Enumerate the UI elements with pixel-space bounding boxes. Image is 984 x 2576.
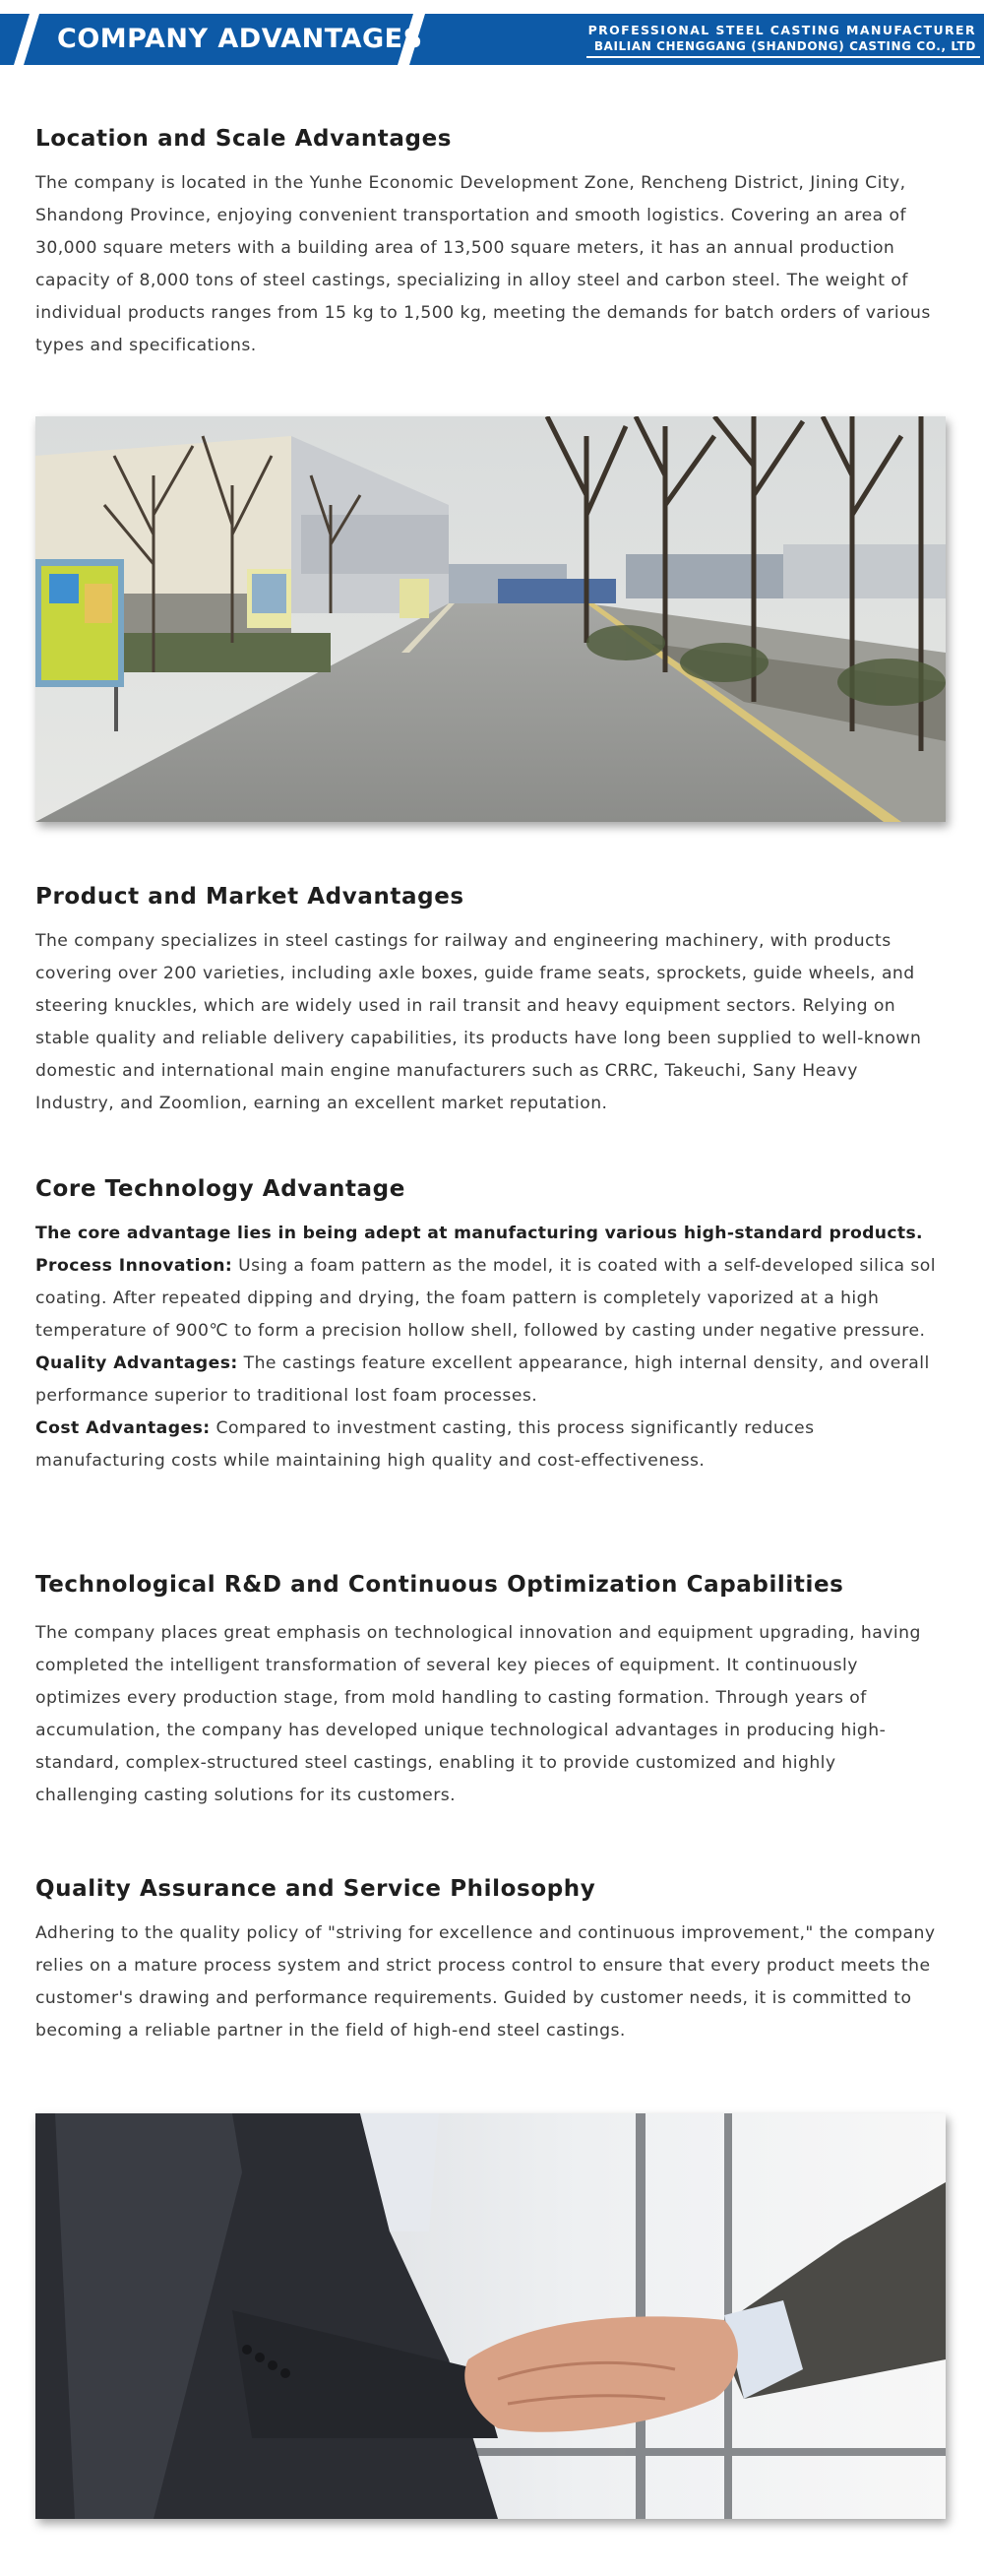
section-product xyxy=(35,882,941,1120)
section-title: Technological R&D and Continuous Optimization Capabilities xyxy=(35,1572,844,1598)
section-rnd xyxy=(35,1570,941,1812)
banner-subtitle-line2: BAILIAN CHENGGANG (SHANDONG) CASTING CO., LTD xyxy=(593,39,976,53)
section-title: Product and Market Advantages xyxy=(35,884,464,910)
section-title: Quality Assurance and Service Philosophy xyxy=(35,1876,596,1902)
factory-road-photo xyxy=(35,416,946,822)
banner-subtitle-line1: PROFESSIONAL STEEL CASTING MANUFACTURER xyxy=(587,23,976,37)
core-item-text: The castings feature excellent appearance, high internal density, and overall performance superior to traditional lost foam processes. xyxy=(35,1353,930,1406)
section-core-technology xyxy=(35,1174,941,1477)
section-text: The company places great emphasis on technological innovation and equipment upgrading, having completed the intelligent transformation of several key pieces of equipment. It continuously optimizes every production stage, from mold handling to casting formation. Through years of accumulation, the company has developed unique technological advantages in producing high-standard, complex-structured steel castings, enabling it to provide customized and highly challenging casting solutions for its customers. xyxy=(35,1623,921,1805)
core-item-text: Compared to investment casting, this process significantly reduces manufacturing costs while maintaining high quality and cost-effectiveness. xyxy=(35,1418,815,1471)
core-item-label: Cost Advantages: xyxy=(35,1418,211,1438)
section-title: Location and Scale Advantages xyxy=(35,126,453,152)
core-item-label: Quality Advantages: xyxy=(35,1353,238,1373)
banner-subtitle xyxy=(588,23,976,54)
core-item-process xyxy=(35,1250,941,1348)
section-title: Core Technology Advantage xyxy=(35,1176,405,1202)
section-text: Adhering to the quality policy of "striving for excellence and continuous improvement," the company relies on a mature process system and strict process control to ensure that every product meets the customer's drawing and performance requirements. Guided by customer needs, it is committed to becoming a reliable partner in the field of high-end steel castings. xyxy=(35,1923,936,2041)
core-item-label: Process Innovation: xyxy=(35,1256,233,1276)
section-location xyxy=(35,124,941,362)
section-quality xyxy=(35,1874,941,2047)
handshake-photo xyxy=(35,2113,946,2519)
core-item-text: Using a foam pattern as the model, it is coated with a self-developed silica sol coating. After repeated dipping and drying, the foam pattern is completely vaporized at a high temperature of 900℃ to form a precision hollow shell, followed by casting under negative pressure. xyxy=(35,1256,936,1341)
core-item-quality xyxy=(35,1348,941,1413)
banner-underline xyxy=(586,56,980,58)
section-text: The company is located in the Yunhe Economic Development Zone, Rencheng District, Jining City, Shandong Province, enjoying convenient transportation and smooth logistics. Covering an area of 30,000 square meters with a building area of 13,500 square meters, it has an annual production capacity of 8,000 tons of steel castings, specializing in alloy steel and carbon steel. The weight of individual products ranges from 15 kg to 1,500 kg, meeting the demands for batch orders of various types and specifications. xyxy=(35,173,931,355)
banner-title: COMPANY ADVANTAGES xyxy=(57,24,423,54)
section-text: The company specializes in steel castings for railway and engineering machinery, with products covering over 200 varieties, including axle boxes, guide frame seats, sprockets, guide wheels, and steering knuckles, which are widely used in rail transit and heavy equipment sectors. Relying on stable quality and reliable delivery capabilities, its products have long been supplied to well-known domestic and international main engine manufacturers such as CRRC, Takeuchi, Sany Heavy Industry, and Zoomlion, earning an excellent market reputation. xyxy=(35,931,922,1113)
header-banner xyxy=(0,14,984,65)
core-item-cost xyxy=(35,1413,941,1477)
core-lead-text: The core advantage lies in being adept at manufacturing various high-standard products. xyxy=(35,1224,923,1243)
